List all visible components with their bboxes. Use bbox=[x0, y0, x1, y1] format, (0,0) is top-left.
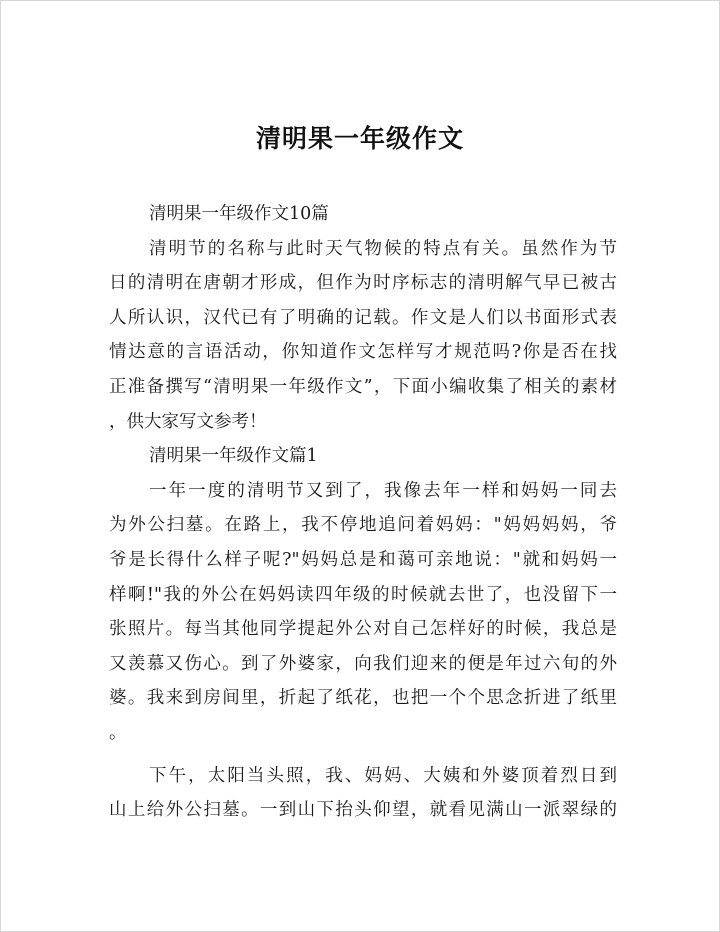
paragraph-line: 为外公扫墓。在路上，我不停地追问着妈妈："妈妈妈妈，爷 bbox=[109, 515, 617, 536]
paragraph-line: 山上给外公扫墓。一到山下抬头仰望，就看见满山一派翠绿的 bbox=[109, 800, 617, 821]
paragraph-line: 一年一度的清明节又到了，我像去年一样和妈妈一同去 bbox=[149, 480, 617, 501]
paragraph-line: 下午，太阳当头照，我、妈妈、大姨和外婆顶着烈日到 bbox=[149, 765, 617, 786]
paragraph-line: 张照片。每当其他同学提起外公对自己怎样好的时候，我总是 bbox=[109, 619, 617, 640]
paragraph-line: 婆。我来到房间里，折起了纸花，也把一个个思念折进了纸里 bbox=[109, 688, 617, 709]
paragraph-line: 爷是长得什么样子呢?"妈妈总是和蔼可亲地说："就和妈妈一 bbox=[109, 549, 617, 570]
intro-line: 人所认识，汉代已有了明确的记载。作文是人们以书面形式表 bbox=[109, 307, 617, 328]
intro-line: 清明节的名称与此时天气物候的特点有关。虽然作为节 bbox=[149, 238, 617, 259]
section-heading: 清明果一年级作文篇1 bbox=[149, 446, 318, 467]
paragraph-line: 。 bbox=[109, 722, 127, 743]
subtitle: 清明果一年级作文10篇 bbox=[149, 204, 329, 224]
document-body bbox=[109, 197, 617, 828]
intro-line: 日的清明在唐朝才形成，但作为时序标志的清明解气早已被古 bbox=[109, 273, 617, 294]
paragraph-line: 又羡慕又伤心。到了外婆家，向我们迎来的便是年过六旬的外 bbox=[109, 653, 617, 674]
intro-line: 正准备撰写“清明果一年级作文”，下面小编收集了相关的素材 bbox=[109, 376, 617, 397]
intro-line: ，供大家写文参考！ bbox=[109, 411, 267, 432]
paragraph-gap bbox=[109, 751, 617, 759]
paragraph-line: 样啊!"我的外公在妈妈读四年级的时候就去世了，也没留下一 bbox=[109, 584, 617, 605]
page-title: 清明果一年级作文 bbox=[255, 124, 464, 153]
intro-line: 情达意的言语活动，你知道作文怎样写才规范吗?你是否在找 bbox=[109, 342, 617, 363]
